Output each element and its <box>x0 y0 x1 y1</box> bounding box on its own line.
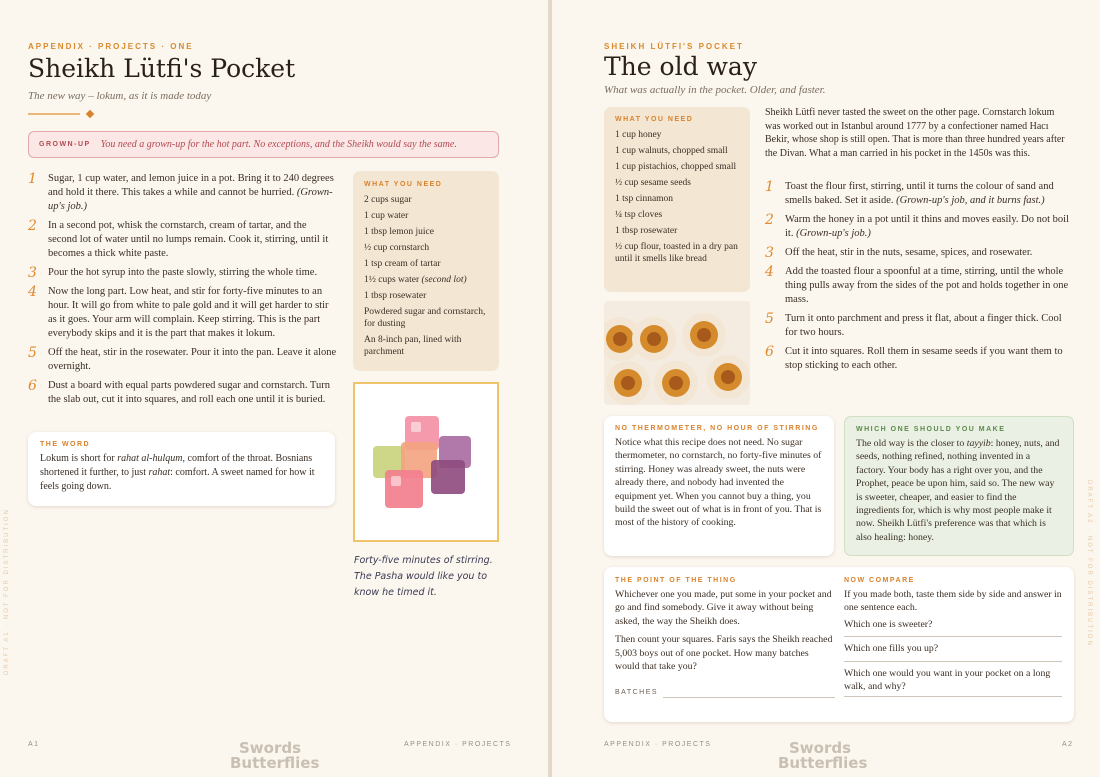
compare-intro: If you made both, taste them side by side and answer in one sentence each. <box>844 589 1062 614</box>
swords-butterflies-logo: Swords Butterflies <box>230 739 320 772</box>
right-title: The old way <box>604 52 757 81</box>
point-label: THE POINT OF THE THING <box>615 577 737 584</box>
no-thermometer-text: Notice what this recipe does not need. No sugar thermometer, no cornstarch, no forty-five minutes of stirring. Honey was already sweet, the nuts were already there, and nobody had invented the equipment yet. When you cannot buy a thing, you build the sweet out of what is in front of you. That is most of the history of cooking. <box>615 437 822 529</box>
ingredient-item: 1 cup water <box>364 211 409 221</box>
left-footer-section: APPENDIX · PROJECTS <box>404 741 512 748</box>
left-page-number: A1 <box>28 741 40 748</box>
left-title: Sheikh Lütfi's Pocket <box>28 54 296 83</box>
compare-question-3: Which one would you want in your pocket on a long walk, and why? <box>844 667 1051 693</box>
batches-label: BATCHES <box>615 689 659 696</box>
answer-line-2[interactable] <box>844 656 1062 662</box>
the-word-text: Lokum is short for rahat al-hulqum, comfort of the throat. Bosnians shortened it further, to just rahat: comfort. A sweet named for how it feels going down. <box>40 453 315 492</box>
right-eyebrow: SHEIKH LÜTFI'S POCKET <box>604 42 744 51</box>
new-way-steps <box>28 172 338 407</box>
draft-watermark: DRAFT A1 · NOT FOR DISTRIBUTION <box>4 508 10 675</box>
compare-question-1: Which one is sweeter? <box>844 618 933 630</box>
point-text-1: Whichever one you made, put some in your pocket and go and find somebody. Give it away without being asked, the way the Sheikh does. <box>615 589 832 627</box>
now-compare-section <box>844 577 1062 697</box>
ingredient-item: 1 cup honey <box>615 130 662 140</box>
point-compare-box <box>604 567 1074 722</box>
old-way-ingredients <box>604 107 750 292</box>
which-one-box <box>844 416 1074 556</box>
ingredients-list <box>364 194 488 358</box>
ingredient-item: ½ cup sesame seeds <box>615 178 691 188</box>
no-thermometer-label: NO THERMOMETER, NO HOUR OF STIRRING <box>615 425 819 432</box>
diamond-ornament-icon <box>86 110 94 118</box>
step-item: 3 Pour the hot syrup into the paste slowly, stirring the whole time. <box>28 265 318 281</box>
ingredient-item: ½ cup flour, toasted in a dry pan until it smells like bread <box>615 242 738 264</box>
right-page-number: A2 <box>1062 741 1074 748</box>
draft-watermark: DRAFT A2 · NOT FOR DISTRIBUTION <box>1086 480 1092 647</box>
point-text-2: Then count your squares. Faris says the Sheikh reached 5,003 boys out of one pocket. How many batches would that take you? <box>615 634 833 673</box>
ingredient-item: 1 tbsp rosewater <box>364 291 427 301</box>
step-item: 2 Warm the honey in a pot until it thins and moves easily. Do not boil it. (Grown-up's job.) <box>765 212 1069 239</box>
batches-answer-line[interactable] <box>663 697 835 698</box>
lokum-cubes-illustration <box>355 384 497 540</box>
ingredient-item: Powdered sugar and cornstarch, for dusting <box>364 307 486 329</box>
right-page <box>552 0 1100 777</box>
step-item: 2 In a second pot, whisk the cornstarch, cream of tartar, and the second lot of water until no lumps remain. Cook it, stirring, until it becomes a thick white paste. <box>28 218 329 259</box>
compare-question-2: Which one fills you up? <box>844 643 939 655</box>
step-item: 1 Toast the flour first, stirring, until it turns the colour of sand and smells baked. Set it aside. (Grown-up's job, and it burns fast.) <box>765 179 1054 206</box>
ingredient-item: ¼ tsp cloves <box>615 210 663 220</box>
ingredients-list <box>615 129 739 265</box>
ingredients-label: WHAT YOU NEED <box>364 181 443 188</box>
warning-text: You need a grown-up for the hot part. No exceptions, and the Sheikh would say the same. <box>100 139 457 150</box>
new-way-ingredients <box>353 171 499 371</box>
ingredient-item: An 8-inch pan, lined with parchment <box>364 335 462 357</box>
left-eyebrow: APPENDIX · PROJECTS · ONE <box>28 42 194 51</box>
old-way-intro: Sheikh Lütfi never tasted the sweet on the other page. Cornstarch lokum was worked out in Istanbul around 1777 by a confectioner named Hacı Bekir, whose shop is still open. That is more than three hundred years after the Divan. What a man carried in his pocket in the 1450s was this. <box>765 107 1065 159</box>
ingredient-item: 1 tbsp rosewater <box>615 226 678 236</box>
ingredient-item: 1 cup walnuts, chopped small <box>615 146 728 156</box>
step-item: 3 Off the heat, stir in the nuts, sesame, spices, and rosewater. <box>765 245 1033 261</box>
swords-butterflies-logo: Swords Butterflies <box>778 739 868 772</box>
ingredient-item: ½ cup cornstarch <box>364 243 430 253</box>
ingredient-item: 1 tsp cream of tartar <box>364 259 441 269</box>
the-word-label: THE WORD <box>40 441 91 448</box>
right-subtitle: What was actually in the pocket. Older, and faster. <box>604 84 826 96</box>
title-rule <box>28 113 80 115</box>
step-item: 4 Now the long part. Low heat, and stir for forty-five minutes to an hour. It will go from white to pale gold and it will get harder to stir as it goes. Your arm will complain. Keep stirring. This is the part everybody skips and it is the part that makes it lokum. <box>28 284 329 339</box>
left-page <box>0 0 548 777</box>
which-one-text: The old way is the closer to tayyib: honey, nuts, and seeds, nothing refined, nothing invented in a factory. Your body has a right over you, and the Prophet, peace be upon him, said so. The new way is sweeter, cheaper, and easier to find the ingredients for, which is why most people make it now. Sheikh Lütfi's preference was that which is also healing: honey. <box>856 438 1060 543</box>
ingredient-item: 1 cup pistachios, chopped small <box>615 162 737 172</box>
step-item: 5 Turn it onto parchment and press it flat, about a finger thick. Cool for two hours. <box>765 311 1062 338</box>
ingredients-label: WHAT YOU NEED <box>615 116 694 123</box>
step-item: 6 Cut it into squares. Roll them in sesame seeds if you want them to stop sticking to each other. <box>765 344 1063 371</box>
lokum-cubes-image <box>353 382 499 542</box>
left-subtitle: The new way – lokum, as it is made today <box>28 90 212 102</box>
ingredient-item: 1½ cups water (second lot) <box>364 275 467 285</box>
step-item: 5 Off the heat, stir in the rosewater. Pour it into the pan. Leave it alone overnight. <box>28 345 337 372</box>
step-item: 4 Add the toasted flour a spoonful at a time, stirring, until the whole thing pulls away from the sides of the pot and holds together in one mass. <box>765 264 1069 305</box>
which-one-label: WHICH ONE SHOULD YOU MAKE <box>856 426 1006 433</box>
step-item: 1 Sugar, 1 cup water, and lemon juice in a pot. Bring it to 240 degrees and hold it there. This takes a while and cannot be hurried. (Grown-up's job.) <box>28 171 334 212</box>
grown-up-warning <box>28 131 499 158</box>
ingredient-item: 1 tsp cinnamon <box>615 194 674 204</box>
nut-rolls-image <box>604 301 750 405</box>
right-footer-section: APPENDIX · PROJECTS <box>604 741 712 748</box>
old-way-steps <box>765 180 1071 373</box>
stirring-caption: Forty-five minutes of stirring. The Pasha would like you to know he timed it. <box>354 555 493 598</box>
warning-label: GROWN-UP <box>39 141 91 148</box>
the-word-box <box>28 432 335 506</box>
ingredient-item: 1 tbsp lemon juice <box>364 227 434 237</box>
answer-line-1[interactable] <box>844 631 1062 637</box>
point-of-thing-section <box>615 577 835 696</box>
no-thermometer-box <box>604 416 834 556</box>
ingredient-item: 2 cups sugar <box>364 195 412 205</box>
step-item: 6 Dust a board with equal parts powdered sugar and cornstarch. Turn the slab out, cut it into squares, and roll each one until it is buried. <box>28 378 330 405</box>
compare-label: NOW COMPARE <box>844 577 915 584</box>
answer-line-3[interactable] <box>844 693 1062 697</box>
nut-rolls-illustration <box>604 301 750 405</box>
